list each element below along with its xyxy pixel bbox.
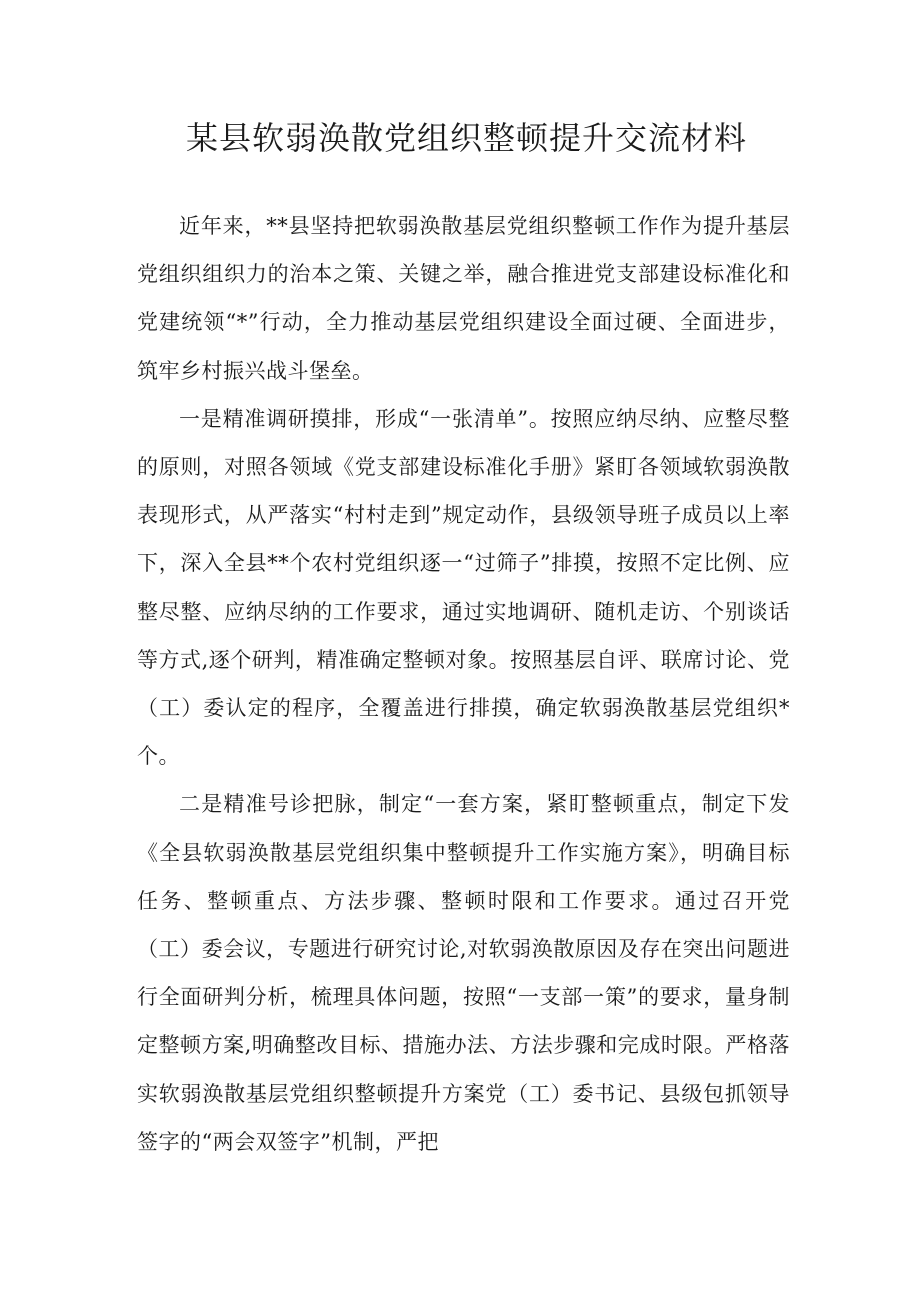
document-body xyxy=(137,202,790,1166)
document-title: 某县软弱涣散党组织整顿提升交流材料 xyxy=(185,119,747,157)
paragraph-intro: 近年来，**县坚持把软弱涣散基层党组织整顿工作作为提升基层党组织组织力的治本之策、关键之举，融合推进党支部建设标准化和党建统领“*”行动，全力推动基层党组织建设全面过硬、全面进步，筑牢乡村振兴战斗堡垒。 xyxy=(137,214,790,383)
paragraph-point-one: 一是精准调研摸排，形成“一张清单”。按照应纳尽纳、应整尽整的原则，对照各领域《党支部建设标准化手册》紧盯各领域软弱涣散表现形式，从严落实“村村走到”规定动作，县级领导班子成员以上率下，深入全县**个农村党组织逐一“过筛子”排摸，按照不定比例、应整尽整、应纳尽纳的工作要求，通过实地调研、随机走访、个别谈话等方式,逐个研判，精准确定整顿对象。按照基层自评、联席讨论、党（工）委认定的程序，全覆盖进行排摸，确定软弱涣散基层党组织*个。 xyxy=(137,406,790,769)
paragraph-point-two: 二是精准号诊把脉，制定“一套方案，紧盯整顿重点，制定下发《全县软弱涣散基层党组织集中整顿提升工作实施方案》，明确目标任务、整顿重点、方法步骤、整顿时限和工作要求。通过召开党（工）委会议，专题进行研究讨论,对软弱涣散原因及存在突出问题进行全面研判分析，梳理具体问题，按照“一支部一策”的要求，量身制定整顿方案,明确整改目标、措施办法、方法步骤和完成时限。严格落实软弱涣散基层党组织整顿提升方案党（工）委书记、县级包抓领导签字的“两会双签字”机制，严把 xyxy=(137,792,790,1154)
